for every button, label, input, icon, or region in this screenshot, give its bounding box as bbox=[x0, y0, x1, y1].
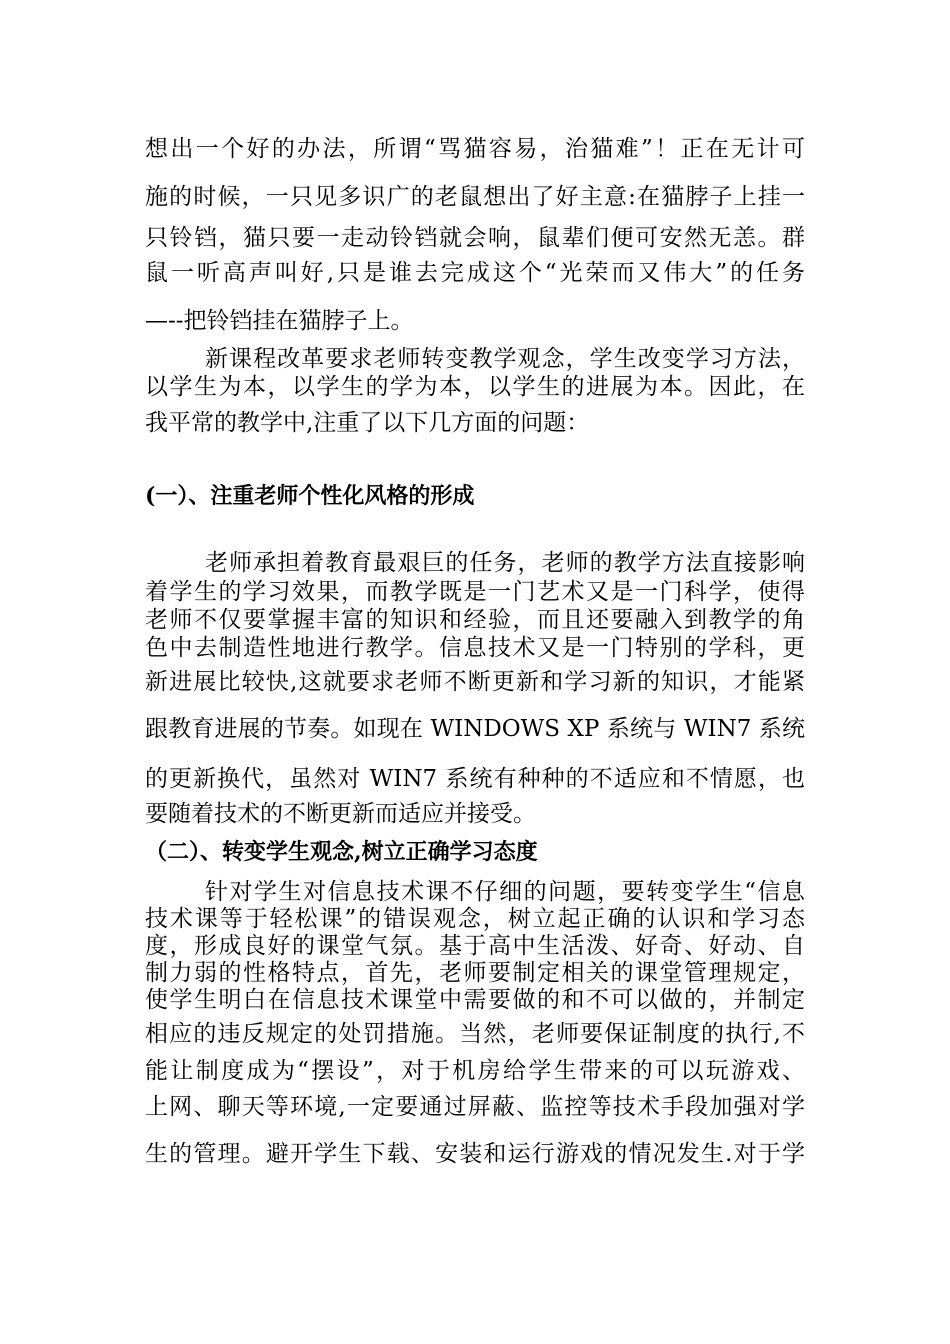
text-line: 制力弱的性格特点，首先，老师要制定相关的课堂管理规定， bbox=[145, 960, 805, 986]
section-heading-2: （二）、转变学生观念,树立正确学习态度 bbox=[145, 839, 538, 865]
text-line: 能让制度成为“摆设”，对于机房给学生带来的可以玩游戏、 bbox=[145, 1058, 805, 1084]
text-line: 色中去制造性地进行教学。信息技术又是一门特别的学科，更 bbox=[145, 635, 805, 661]
text-line: 度，形成良好的课堂气氛。基于高中生活泼、好奇、好动、自 bbox=[145, 933, 805, 959]
text-line: 跟教育进展的节奏。如现在 WINDOWS XP 系统与 WIN7 系统 bbox=[145, 716, 805, 742]
paragraph-first-line: 老师承担着教育最艰巨的任务，老师的教学方法直接影响 bbox=[205, 550, 805, 576]
text-line: 的更新换代，虽然对 WIN7 系统有种种的不适应和不情愿，也 bbox=[145, 766, 805, 792]
text-line: 老师不仅要掌握丰富的知识和经验，而且还要融入到教学的角 bbox=[145, 607, 805, 633]
text-line: 想出一个好的办法，所谓“骂猫容易，治猫难”！正在无计可 bbox=[145, 136, 805, 162]
text-line: 使学生明白在信息技术课堂中需要做的和不可以做的，并制定 bbox=[145, 987, 805, 1013]
text-line: 只铃铛，猫只要一走动铃铛就会响，鼠辈们便可安然无恙。群 bbox=[145, 225, 805, 251]
text-line: 鼠一听高声叫好,只是谁去完成这个“光荣而又伟大”的任务 bbox=[145, 260, 805, 286]
text-line: 着学生的学习效果，而教学既是一门艺术又是一门科学，使得 bbox=[145, 579, 805, 605]
paragraph-first-line: 针对学生对信息技术课不仔细的问题，要转变学生“信息 bbox=[205, 879, 805, 905]
text-line: 新进展比较快,这就要求老师不断更新和学习新的知识，才能紧 bbox=[145, 669, 805, 695]
section-heading-1: (一）、注重老师个性化风格的形成 bbox=[145, 483, 475, 509]
text-line: 技术课等于轻松课”的错误观念，树立起正确的认识和学习态 bbox=[145, 906, 805, 932]
text-line: 以学生为本，以学生的学为本，以学生的进展为本。因此，在 bbox=[145, 374, 805, 400]
text-line: —--把铃铛挂在猫脖子上。 bbox=[145, 308, 414, 334]
text-line: 相应的违反规定的处罚措施。当然，老师要保证制度的执行,不 bbox=[145, 1021, 805, 1047]
text-line: 施的时候，一只见多识广的老鼠想出了好主意:在猫脖子上挂一 bbox=[145, 184, 805, 210]
text-line: 生的管理。避开学生下载、安装和运行游戏的情况发生.对于学 bbox=[145, 1141, 805, 1167]
text-line: 我平常的教学中,注重了以下几方面的问题： bbox=[145, 410, 590, 436]
text-line: 要随着技术的不断更新而适应并接受。 bbox=[145, 801, 536, 827]
text-line: 上网、聊天等环境,一定要通过屏蔽、监控等技术手段加强对学 bbox=[145, 1094, 805, 1120]
paragraph-first-line: 新课程改革要求老师转变教学观念，学生改变学习方法， bbox=[205, 346, 805, 372]
